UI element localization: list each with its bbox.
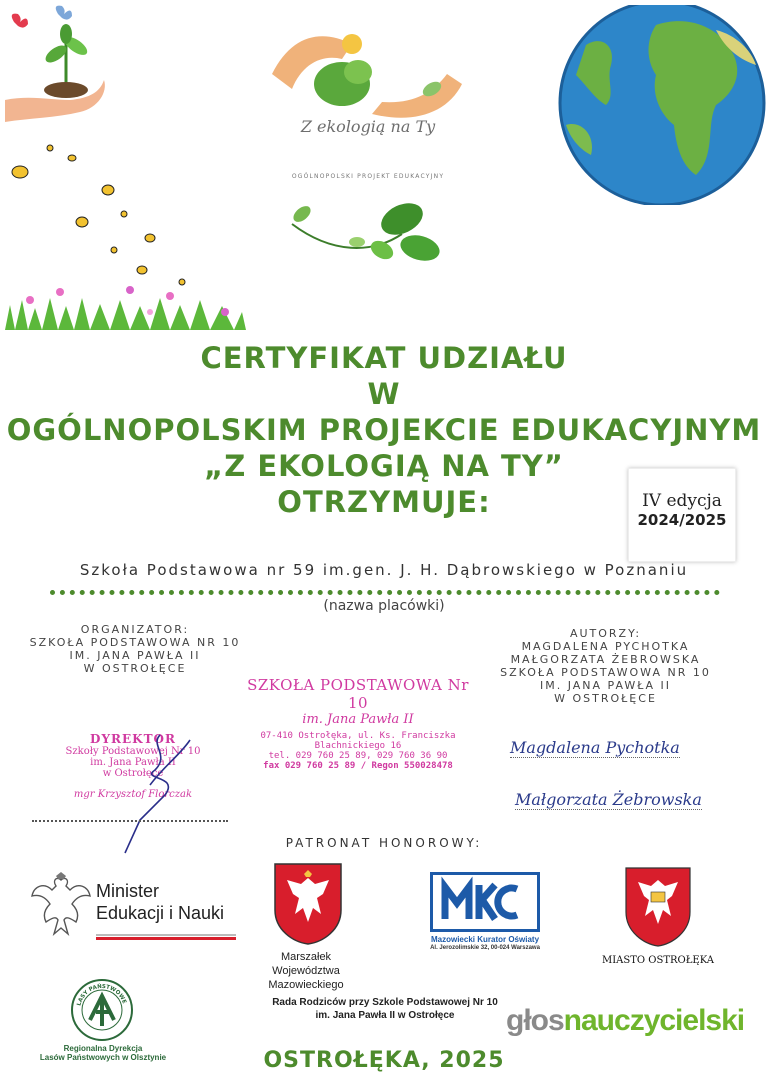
sun-icon <box>342 34 362 54</box>
ministry-flag-white <box>96 934 236 936</box>
butterfly-icon <box>12 6 72 28</box>
grass-flowers-illustration <box>5 286 246 330</box>
kurator-address: Al. Jerozolimskie 32, 00-024 Warszawa <box>430 945 540 951</box>
forestry-line: Lasów Państwowych w Olsztynie <box>39 1053 167 1062</box>
ministry-flag-red <box>96 937 236 940</box>
edition-box <box>628 468 736 562</box>
project-logo-illustration <box>262 14 474 284</box>
mazowieckie-coat-of-arms-icon <box>273 862 343 946</box>
organizer-line: W OSTROŁĘCE <box>83 662 187 675</box>
director-stamp-line: Szkoły Podstawowej Nr 10 <box>65 746 201 757</box>
edition-label: IV edycja <box>642 491 722 511</box>
authors-line: IM. JANA PAWŁA II <box>540 679 671 692</box>
recipient-caption: (nazwa placówki) <box>323 598 445 614</box>
forestry-logo <box>70 978 134 1042</box>
edition-years: 2024/2025 <box>637 511 727 529</box>
forestry-ring-text: LASY PAŃSTWOWE <box>76 983 127 1007</box>
stamp-line: im. Jana Pawła II <box>302 712 414 727</box>
bee-icon <box>12 145 185 285</box>
ministry-name <box>96 880 224 924</box>
director-stamp-line: w Ostrołęce <box>102 768 164 779</box>
glos-nauczycielski-logo <box>506 1004 744 1038</box>
recipient-name: Szkoła Podstawowa nr 59 im.gen. J. H. Dąbrowskiego w Poznaniu <box>79 561 689 579</box>
parents-council <box>258 996 512 1022</box>
forestry-line: Regionalna Dyrekcja <box>63 1044 143 1053</box>
patronage-label: PATRONAT HONOROWY: <box>285 836 483 850</box>
ostroleka-coat-of-arms-icon <box>624 866 692 948</box>
ministry-line: Edukacji i Nauki <box>96 903 225 923</box>
authors-line: W OSTROŁĘCE <box>554 692 657 705</box>
stamp-line: fax 029 760 25 89 / Regon 550028478 <box>263 761 453 771</box>
organizer-label: ORGANIZATOR: <box>80 623 190 636</box>
stamp-line: 07-410 Ostrołęka, ul. Ks. Franciszka Blachnickiego 16 <box>260 731 456 751</box>
title-line: OGÓLNOPOLSKIM PROJEKCIE EDUKACYJNYM <box>6 413 762 447</box>
director-signature-line <box>32 820 228 822</box>
authors-label: AUTORZY: <box>569 627 642 640</box>
title-line: W <box>367 377 401 411</box>
kurator-logo <box>430 872 540 932</box>
authors-line: MAGDALENA PYCHOTKA <box>521 640 690 653</box>
seedling-icon <box>43 24 90 98</box>
ministry-line: Minister <box>96 881 160 901</box>
stamp-line: SZKOŁA PODSTAWOWA Nr 10 <box>247 676 469 712</box>
kurator-title: Mazowiecki Kurator Oświaty <box>430 935 540 944</box>
organizer-block <box>10 623 260 675</box>
marshal-name <box>236 950 376 992</box>
stamp-line: tel. 029 760 25 89, 029 760 36 90 <box>268 751 448 761</box>
author-signature: Małgorzata Żebrowska <box>515 790 702 809</box>
logo-title: Z ekologią na Ty <box>300 117 436 136</box>
polish-eagle-icon <box>30 872 92 942</box>
director-stamp-line: mgr Krzysztof Florczak <box>73 789 193 800</box>
recipient-dotted-line <box>50 590 720 595</box>
organizer-line: IM. JANA PAWŁA II <box>69 649 201 662</box>
logo-subtitle: OGÓLNOPOLSKI PROJEKT EDUKACYJNY <box>291 173 445 180</box>
marshal-line: Województwa Mazowieckiego <box>268 965 344 991</box>
earth-globe-illustration <box>556 5 768 205</box>
director-stamp-line: DYREKTOR <box>90 732 176 746</box>
authors-line: SZKOŁA PODSTAWOWA NR 10 <box>500 666 711 679</box>
glos-logo-part: nauczycielski <box>563 1004 745 1037</box>
kurator-name <box>420 936 550 952</box>
parents-council-line: im. Jana Pawła II w Ostrołęce <box>315 1010 455 1021</box>
director-stamp-line: im. Jana Pawła II <box>90 757 176 768</box>
authors-block <box>498 627 713 705</box>
ostroleka-name: MIASTO OSTROŁĘKA <box>601 955 715 966</box>
kurator-mko-icon <box>433 875 537 929</box>
title-line: CERTYFIKAT UDZIAŁU <box>200 341 568 375</box>
school-stamp <box>238 676 478 771</box>
author-signature: Magdalena Pychotka <box>510 738 680 757</box>
title-line: „Z EKOLOGIĄ NA TY” <box>204 449 564 483</box>
authors-line: MAŁGORZATA ŻEBROWSKA <box>510 653 701 666</box>
leafy-branch-icon <box>290 197 442 265</box>
marshal-line: Marszałek <box>280 951 332 963</box>
parents-council-line: Rada Rodziców przy Szkole Podstawowej Nr 10 <box>272 997 498 1008</box>
hand-plant-illustration <box>0 0 250 335</box>
glos-logo-part: głos <box>506 1004 564 1037</box>
organizer-line: SZKOŁA PODSTAWOWA NR 10 <box>29 636 241 649</box>
title-line: OTRZYMUJE: <box>277 485 491 519</box>
footer-place-date: OSTROŁĘKA, 2025 <box>263 1048 505 1073</box>
